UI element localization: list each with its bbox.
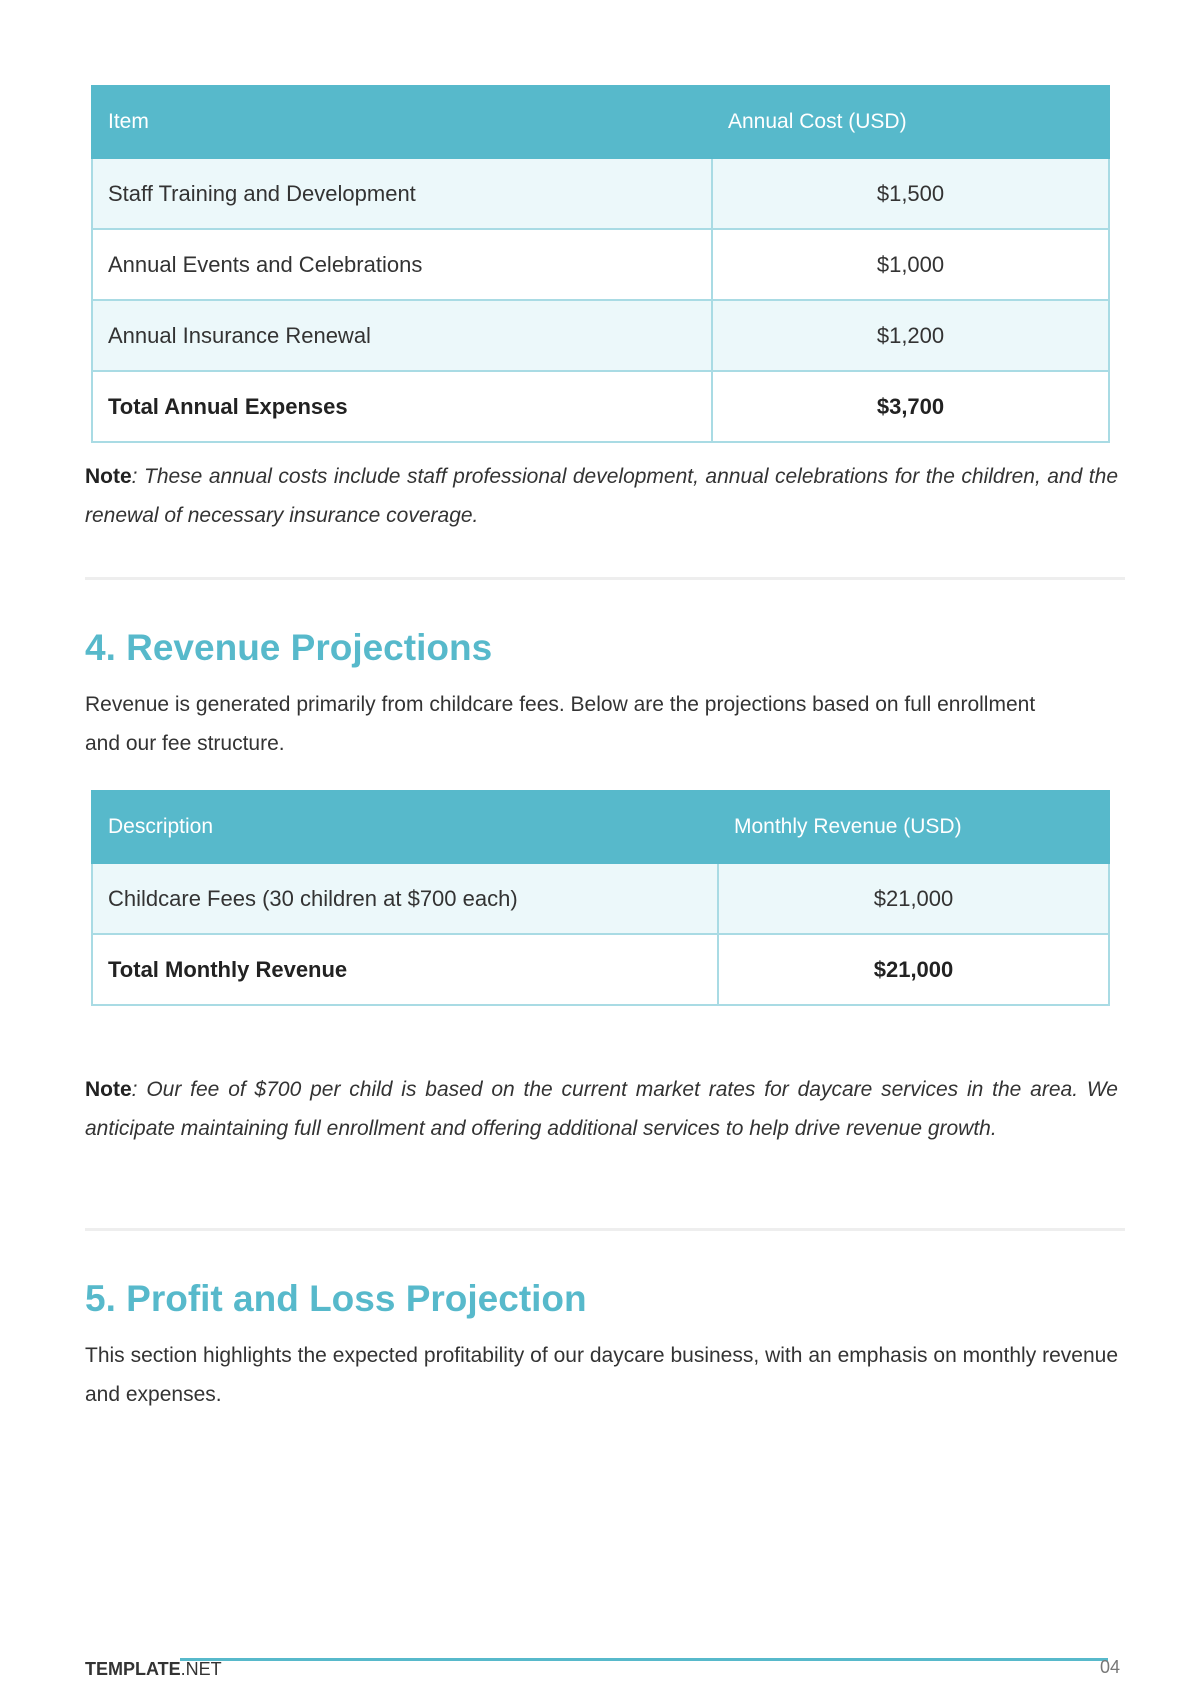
table-total-row — [92, 371, 1109, 442]
table-header-row — [92, 86, 1109, 158]
row-item: Annual Insurance Renewal — [92, 300, 712, 371]
revenue-table — [91, 790, 1110, 1006]
row-item: Annual Events and Celebrations — [92, 229, 712, 300]
row-cost: $1,500 — [712, 158, 1109, 229]
total-label: Total Annual Expenses — [92, 371, 712, 442]
section-divider — [85, 577, 1125, 580]
row-item: Staff Training and Development — [92, 158, 712, 229]
total-value: $3,700 — [712, 371, 1109, 442]
brand-bold: TEMPLATE — [85, 1659, 181, 1679]
table-header-row — [92, 791, 1109, 863]
total-label: Total Monthly Revenue — [92, 934, 718, 1005]
table-row — [92, 229, 1109, 300]
section-divider — [85, 1228, 1125, 1231]
table-row — [92, 158, 1109, 229]
column-header-monthly-revenue: Monthly Revenue (USD) — [718, 791, 1109, 863]
row-cost: $1,000 — [712, 229, 1109, 300]
row-cost: $21,000 — [718, 863, 1109, 934]
column-header-description: Description — [92, 791, 718, 863]
table-row — [92, 863, 1109, 934]
total-value: $21,000 — [718, 934, 1109, 1005]
annual-costs-note — [85, 457, 1118, 535]
page-number: 04 — [1100, 1657, 1121, 1677]
column-header-item: Item — [92, 86, 712, 158]
note-text: : Our fee of $700 per child is based on the current market rates for daycare services in the area. We anticipate maintaining full enrollment and offering additional services to help drive revenue growth. — [85, 1078, 1118, 1140]
section-title-revenue-projections: 4. Revenue Projections — [85, 627, 493, 668]
footer-rule — [180, 1658, 1108, 1661]
row-cost: $1,200 — [712, 300, 1109, 371]
table-row — [92, 300, 1109, 371]
footer-brand — [85, 1659, 222, 1680]
revenue-note — [85, 1070, 1118, 1148]
row-item: Childcare Fees (30 children at $700 each) — [92, 863, 718, 934]
section-title-profit-loss: 5. Profit and Loss Projection — [85, 1278, 587, 1319]
revenue-intro-paragraph: Revenue is generated primarily from childcare fees. Below are the projections based on full enrollment and our fee structure. — [85, 693, 1036, 755]
note-label: Note — [85, 1078, 132, 1101]
note-label: Note — [85, 465, 132, 488]
column-header-annual-cost: Annual Cost (USD) — [712, 86, 1109, 158]
brand-rest: .NET — [180, 1659, 222, 1679]
profit-loss-intro-paragraph: This section highlights the expected profitability of our daycare business, with an emphasis on monthly revenue and expenses. — [85, 1344, 1118, 1406]
table-total-row — [92, 934, 1109, 1005]
annual-expenses-table — [91, 85, 1110, 443]
note-text: : These annual costs include staff professional development, annual celebrations for the children, and the renewal of necessary insurance coverage. — [85, 465, 1118, 527]
